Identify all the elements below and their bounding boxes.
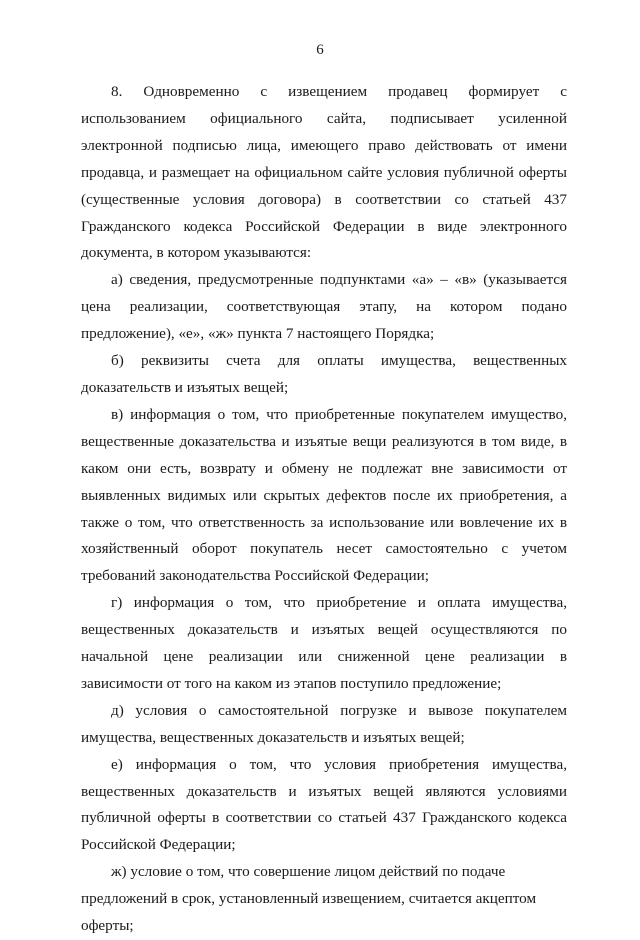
paragraph-subitem-d: д) условия о самостоятельной погрузке и вывозе покупателем имущества, вещественных доказательств и изъятых вещей; [81,701,567,746]
paragraph-subitem-b: б) реквизиты счета для оплаты имущества, вещественных доказательств и изъятых вещей; [81,352,567,396]
paragraph-subitem-v: в) информация о том, что приобретенные покупателем имущество, вещественные доказательства и изъятые вещи реализуются в том виде, в каком они есть, возврату и обмену не подлежат вне зависимости от выявленных видимых или скрытых дефектов после их приобретения, а также о том, что ответственность за использование или вовлечение их в хозяйственный оборот покупатель несет самостоятельно с учетом требований законодательства Российской Федерации; [81,405,567,585]
page-number: 6 [316,42,324,58]
document-body [81,79,567,940]
paragraph-subitem-zh: ж) условие о том, что совершение лицом действий по подаче предложений в срок, установленный извещением, считается акцептом оферты; [81,863,537,935]
paragraph-subitem-g: г) информация о том, что приобретение и оплата имущества, вещественных доказательств и изъятых вещей осуществляются по начальной цене реализации или сниженной цене реализации в зависимости от того на каком из этапов поступило предложение; [81,594,567,692]
paragraph-item-8: 8. Одновременно с извещением продавец формирует с использованием официального сайта, подписывает усиленной электронной подписью лица, имеющего право действовать от имени продавца, и размещает на официальном сайте условия публичной оферты (существенные условия договора) в соответствии со статьей 437 Гражданского кодекса Российской Федерации в виде электронного документа, в котором указываются: [81,83,567,262]
paragraph-subitem-a: а) сведения, предусмотренные подпунктами «а» – «в» (указывается цена реализации, соответствующая этапу, на котором подано предложение), «е», «ж» пункта 7 настоящего Порядка; [81,271,567,343]
paragraph-subitem-e: е) информация о том, что условия приобретения имущества, вещественных доказательств и изъятых вещей являются условиями публичной оферты в соответствии со статьей 437 Гражданского кодекса Российской Федерации; [81,755,567,854]
